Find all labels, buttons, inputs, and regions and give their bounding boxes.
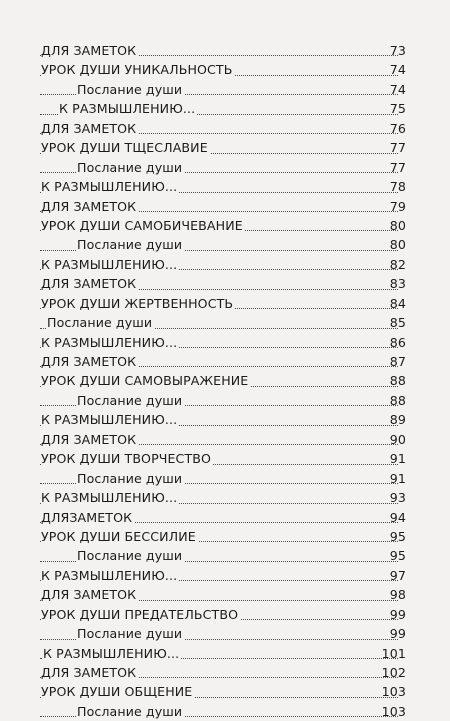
toc-entry-page-number: 103 (381, 684, 406, 700)
toc-entry-page-number: 80 (389, 237, 406, 253)
toc-entry (0, 352, 450, 371)
toc-entry-title: ДЛЯЗАМЕТОК (41, 508, 134, 527)
toc-entry-title: Послание души (77, 158, 184, 177)
toc-entry-title: К РАЗМЫШЛЕНИЮ... (41, 488, 179, 507)
toc-entry-page-number: 97 (389, 567, 406, 583)
toc-entry-page-number: 103 (381, 703, 406, 719)
toc-entry-title: УРОК ДУШИ САМОВЫРАЖЕНИЕ (41, 371, 250, 390)
toc-entry (0, 138, 450, 157)
toc-entry-title: ДЛЯ ЗАМЕТОК (41, 41, 138, 60)
toc-entry (0, 119, 450, 138)
toc-entry-page-number: 76 (389, 120, 406, 136)
toc-entry-page-number: 80 (389, 217, 406, 233)
toc-entry (0, 255, 450, 274)
toc-entry-page-number: 99 (389, 626, 406, 642)
toc-entry (0, 430, 450, 449)
toc-entry (0, 333, 450, 352)
toc-entry-page-number: 91 (389, 451, 406, 467)
toc-entry-title: Послание души (77, 469, 184, 488)
toc-entry-page-number: 79 (389, 198, 406, 214)
toc-entry-page-number: 95 (389, 548, 406, 564)
toc-entry-page-number: 84 (389, 295, 406, 311)
toc-entry-title: ДЛЯ ЗАМЕТОК (41, 197, 138, 216)
toc-entry-title: К РАЗМЫШЛЕНИЮ... (41, 566, 179, 585)
toc-entry (0, 644, 450, 663)
toc-entry-title: ДЛЯ ЗАМЕТОК (41, 274, 138, 293)
toc-entry-page-number: 75 (389, 101, 406, 117)
toc-entry-title: УРОК ДУШИ ОБЩЕНИЕ (41, 682, 194, 701)
toc-entry-page-number: 98 (389, 587, 406, 603)
toc-entry (0, 605, 450, 624)
toc-entry-title: Послание души (77, 624, 184, 643)
toc-entry (0, 469, 450, 488)
toc-entry-title: К РАЗМЫШЛЕНИЮ... (41, 410, 179, 429)
toc-entry-page-number: 94 (389, 509, 406, 525)
toc-entry-title: УРОК ДУШИ ТЩЕСЛАВИЕ (41, 138, 210, 157)
toc-entry-title: К РАЗМЫШЛЕНИЮ... (41, 177, 179, 196)
toc-entry-title: К РАЗМЫШЛЕНИЮ... (43, 644, 181, 663)
toc-entry (0, 235, 450, 254)
toc-entry-page-number: 99 (389, 606, 406, 622)
toc-entry (0, 508, 450, 527)
toc-entry-title: УРОК ДУШИ ЖЕРТВЕННОСТЬ (41, 294, 235, 313)
toc-entry-title: УРОК ДУШИ САМОБИЧЕВАНИЕ (41, 216, 245, 235)
toc-entry-title: УРОК ДУШИ ТВОРЧЕСТВО (41, 449, 213, 468)
toc-entry-page-number: 78 (389, 179, 406, 195)
toc-entry (0, 60, 450, 79)
toc-entry-title: К РАЗМЫШЛЕНИЮ... (41, 333, 179, 352)
toc-entry (0, 274, 450, 293)
toc-entry-title: УРОК ДУШИ ПРЕДАТЕЛЬСТВО (41, 605, 240, 624)
toc-entry-page-number: 88 (389, 373, 406, 389)
toc-entry-page-number: 101 (381, 645, 406, 661)
toc-entry (0, 216, 450, 235)
toc-entry-page-number: 83 (389, 276, 406, 292)
toc-entry-title: Послание души (77, 546, 184, 565)
toc-entry-page-number: 88 (389, 392, 406, 408)
toc-entry-page-number: 87 (389, 354, 406, 369)
toc-entry-page-number: 82 (389, 256, 406, 272)
toc-entry (0, 410, 450, 429)
toc-entry-title: Послание души (77, 702, 184, 721)
table-of-contents (0, 41, 450, 721)
toc-entry (0, 449, 450, 468)
toc-entry-page-number: 77 (389, 159, 406, 175)
toc-entry-title: Послание души (77, 235, 184, 254)
toc-entry (0, 313, 450, 332)
toc-entry-page-number: 102 (381, 665, 406, 680)
toc-entry-page-number: 74 (389, 62, 406, 78)
toc-entry (0, 585, 450, 604)
toc-entry (0, 158, 450, 177)
toc-entry-title: Послание души (77, 80, 184, 99)
toc-entry-title: УРОК ДУШИ БЕССИЛИЕ (41, 527, 198, 546)
toc-entry (0, 566, 450, 585)
toc-entry (0, 624, 450, 643)
toc-entry-title: Послание души (47, 313, 154, 332)
toc-entry (0, 41, 450, 60)
toc-entry (0, 546, 450, 565)
toc-entry-title: ДЛЯ ЗАМЕТОК (41, 663, 138, 682)
toc-entry (0, 371, 450, 390)
toc-entry-title: ДЛЯ ЗАМЕТОК (41, 352, 138, 371)
toc-entry-title: ДЛЯ ЗАМЕТОК (41, 119, 138, 138)
toc-entry (0, 702, 450, 721)
toc-entry-page-number: 86 (389, 334, 406, 350)
toc-entry (0, 197, 450, 216)
toc-entry-page-number: 74 (389, 81, 406, 97)
toc-entry-title: УРОК ДУШИ УНИКАЛЬНОСТЬ (41, 60, 234, 79)
toc-entry-title: Послание души (77, 391, 184, 410)
toc-entry-page-number: 73 (389, 43, 406, 58)
toc-entry-page-number: 89 (389, 412, 406, 428)
toc-entry-title: ДЛЯ ЗАМЕТОК (41, 430, 138, 449)
toc-entry (0, 391, 450, 410)
toc-entry (0, 488, 450, 507)
toc-entry (0, 663, 450, 682)
toc-entry-title: К РАЗМЫШЛЕНИЮ... (41, 255, 179, 274)
toc-entry-page-number: 95 (389, 528, 406, 544)
toc-entry-page-number: 93 (389, 490, 406, 506)
toc-entry (0, 294, 450, 313)
toc-entry-page-number: 91 (389, 470, 406, 486)
toc-entry-title: К РАЗМЫШЛЕНИЮ... (59, 99, 197, 118)
toc-entry (0, 80, 450, 99)
toc-entry-page-number: 77 (389, 140, 406, 156)
toc-entry (0, 527, 450, 546)
toc-entry (0, 99, 450, 118)
toc-entry-page-number: 90 (389, 431, 406, 447)
toc-entry (0, 177, 450, 196)
toc-entry-title: ДЛЯ ЗАМЕТОК (41, 585, 138, 604)
toc-entry-page-number: 85 (389, 315, 406, 331)
